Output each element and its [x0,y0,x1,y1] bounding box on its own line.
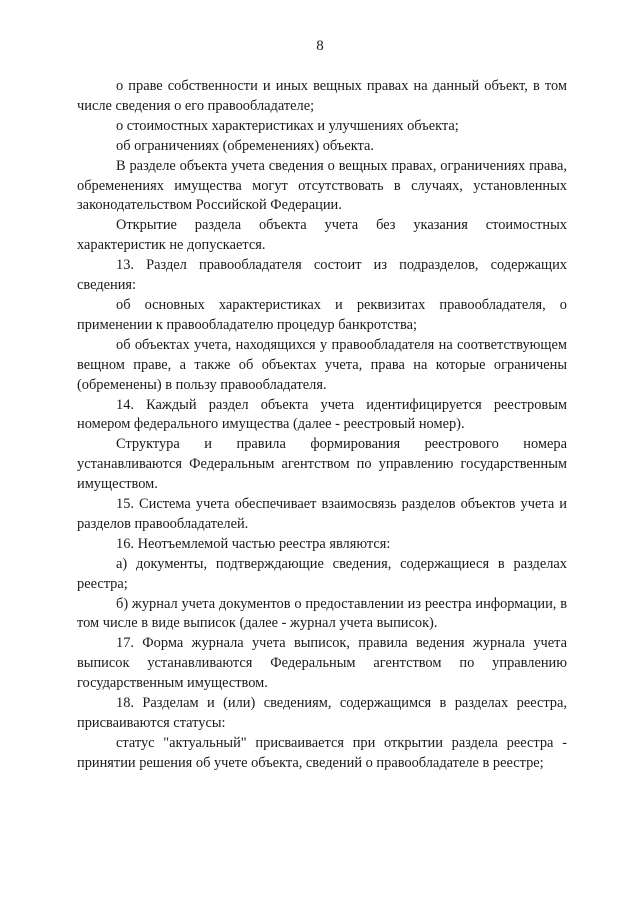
paragraph-opening-section: Открытие раздела объекта учета без указания стоимостных характеристик не допускается. [77,217,567,254]
paragraph-item-14: 14. Каждый раздел объекта учета идентифицируется реестровым номером федерального имущества (далее - реестровый номер). [77,396,567,433]
page-number: 8 [316,38,324,54]
paragraph-item-16-b: б) журнал учета документов о предоставлении из реестра информации, в том числе в виде выписок (далее - журнал учета выписок). [77,595,567,632]
paragraph-status-actual: статус "актуальный" присваивается при открытии раздела реестра - принятии решения об учете объекта, сведений о правообладателе в реестре; [77,734,567,771]
paragraph-item-16: 16. Неотъемлемой частью реестра являются: [116,535,391,552]
paragraph-holder-objects: об объектах учета, находящихся у правообладателя на соответствующем вещном праве, а также об объектах учета, права на которые ограничены (обременены) в пользу правообладателя. [77,336,567,393]
paragraph-item-13: 13. Раздел правообладателя состоит из подразделов, содержащих сведения: [77,257,567,294]
paragraph-holder-characteristics: об основных характеристиках и реквизитах правообладателя, о применении к правообладателю процедур банкротства; [77,296,567,333]
paragraph-item-18: 18. Разделам и (или) сведениям, содержащимся в разделах реестра, присваиваются статусы: [77,695,567,731]
paragraph-item-15: 15. Система учета обеспечивает взаимосвязь разделов объектов учета и разделов правообладателей. [77,496,567,532]
paragraph-item-17: 17. Форма журнала учета выписок, правила ведения журнала учета выписок устанавливаются Федеральным агентством по управлению государственным имуществом. [77,635,567,692]
paragraph-encumbrances: об ограничениях (обременениях) объекта. [116,137,374,154]
paragraph-cost-characteristics: о стоимостных характеристиках и улучшениях объекта; [116,117,459,134]
paragraph-registry-number-structure: Структура и правила формирования реестрового номера устанавливаются Федеральным агентством по управлению государственным имуществом. [77,436,567,493]
document-body [77,77,567,774]
paragraph-item-16-a: а) документы, подтверждающие сведения, содержащиеся в разделах реестра; [77,555,567,592]
paragraph-ownership-rights: о праве собственности и иных вещных правах на данный объект, в том числе сведения о его правообладателе; [77,78,567,114]
paragraph-absent-rights-info: В разделе объекта учета сведения о вещных правах, ограничениях права, обременениях имущества могут отсутствовать в случаях, установленных законодательством Российской Федерации. [77,157,567,214]
